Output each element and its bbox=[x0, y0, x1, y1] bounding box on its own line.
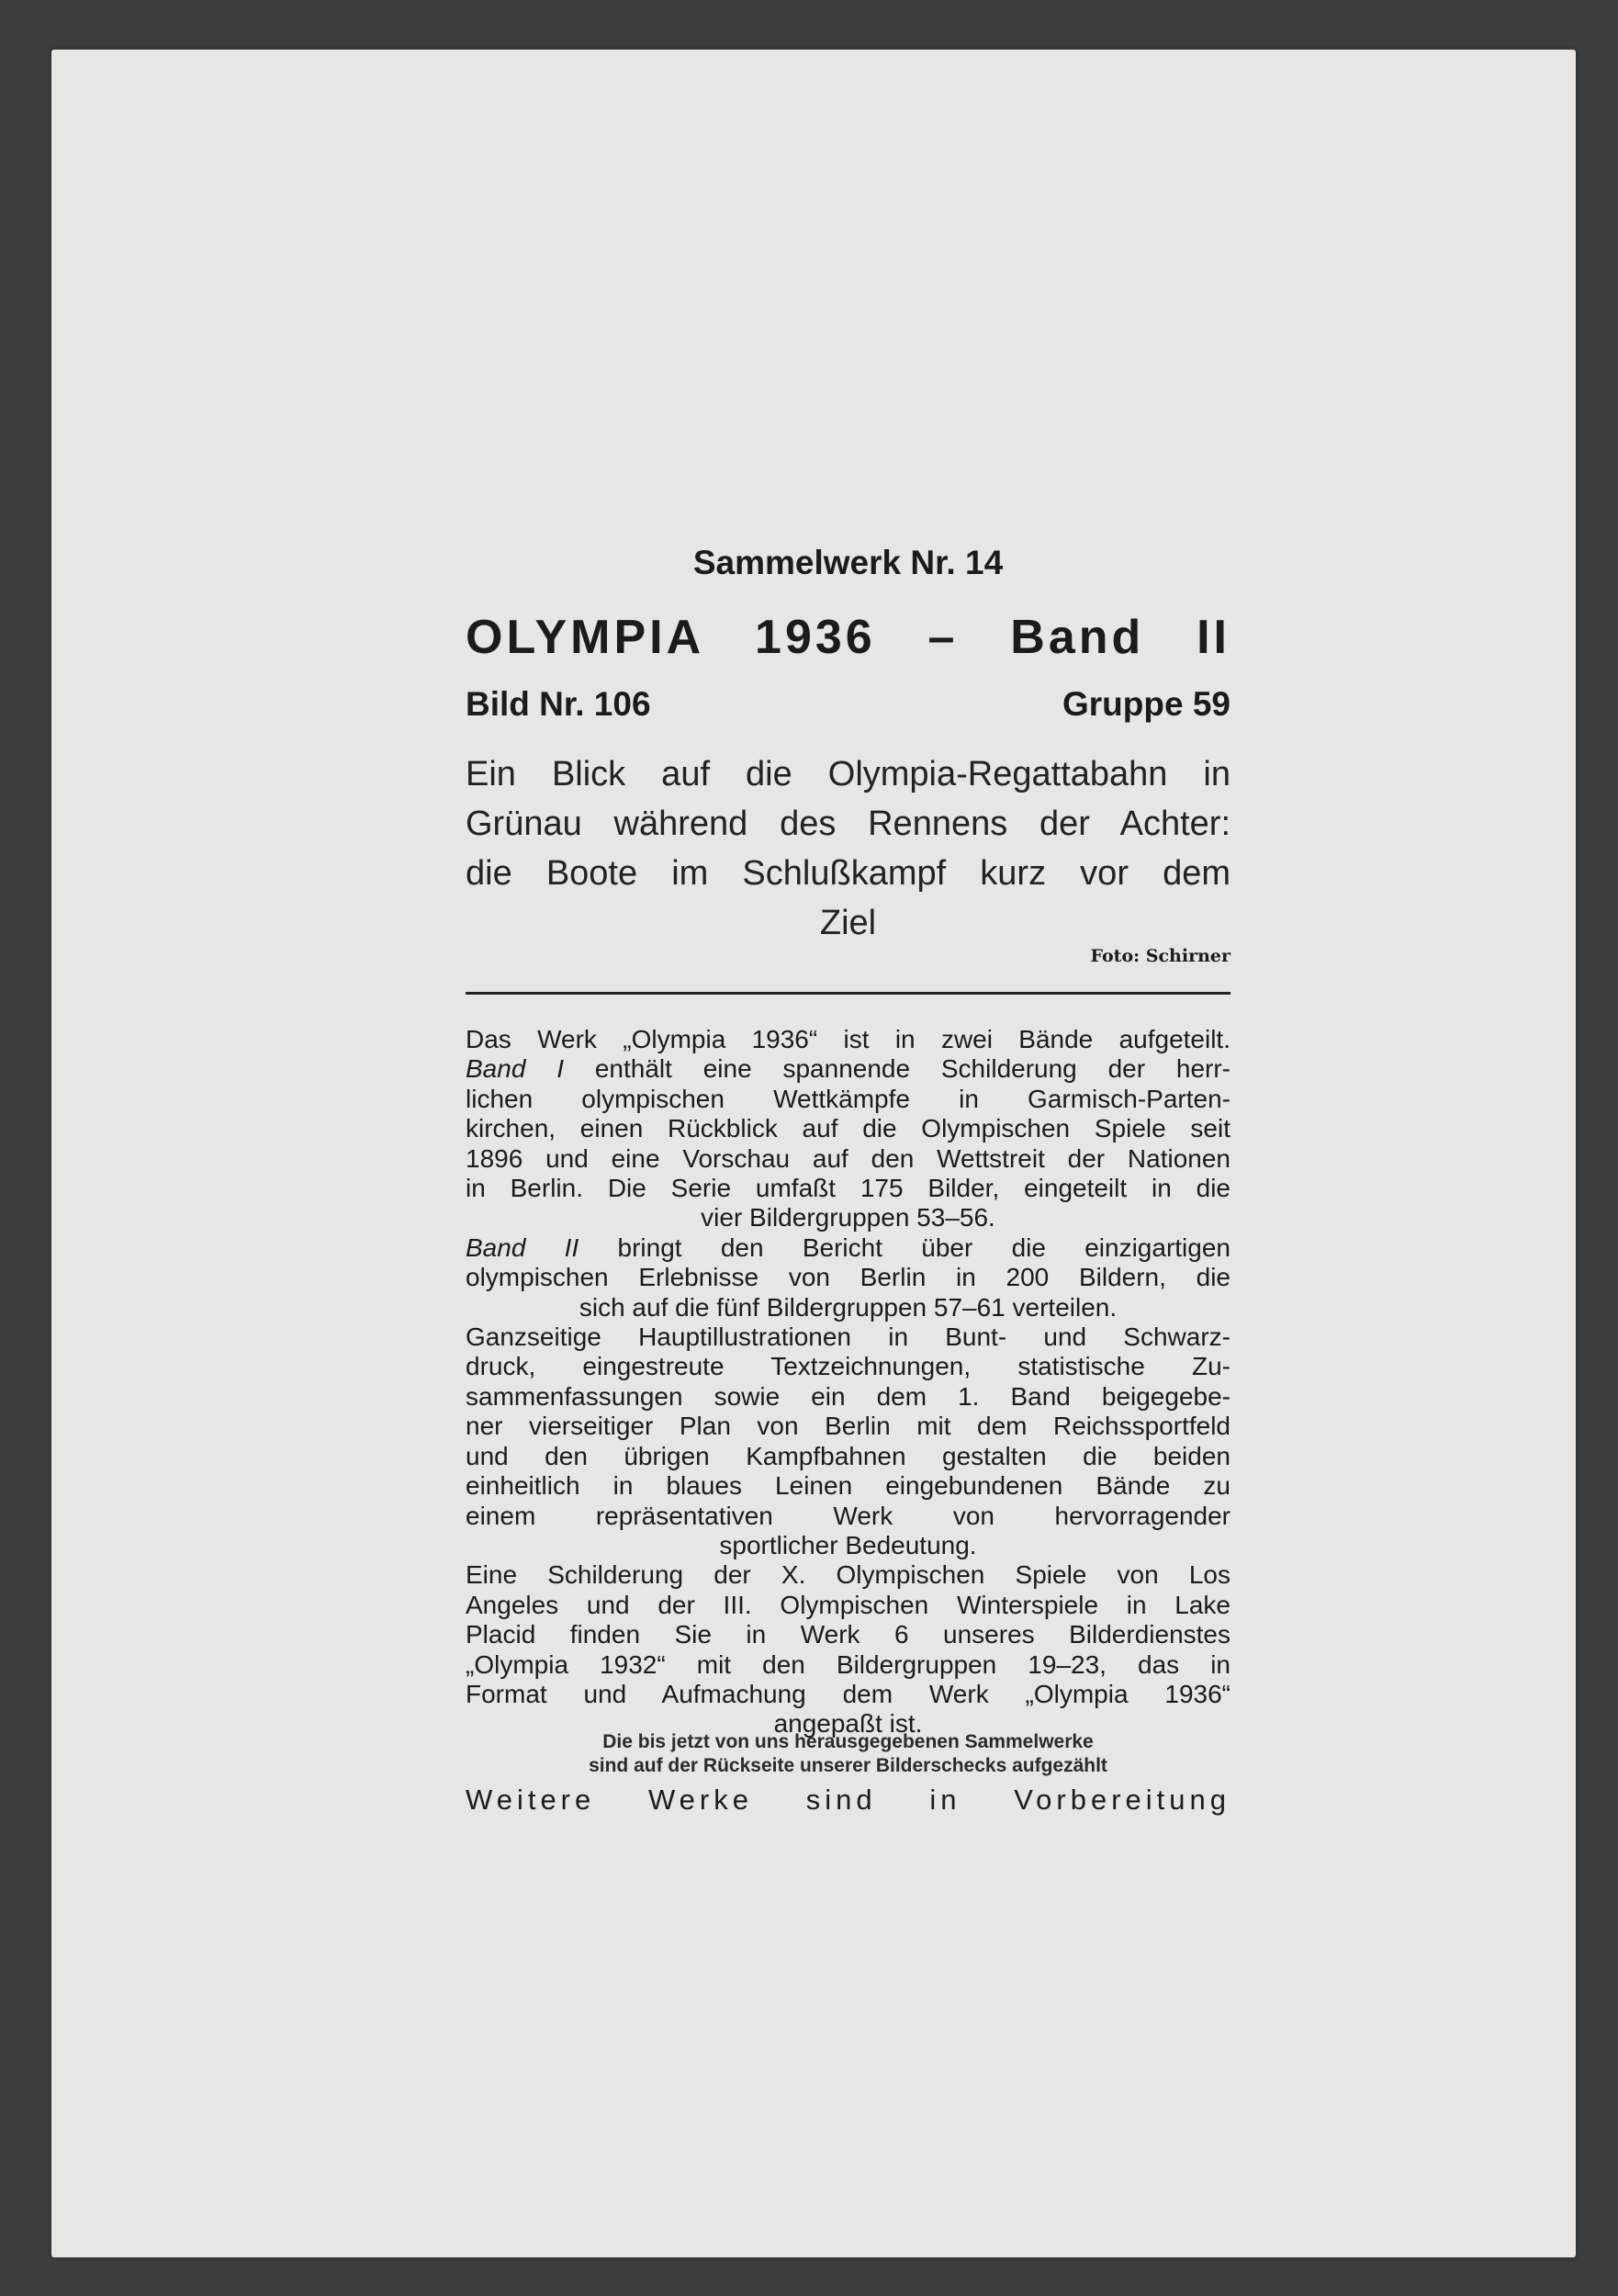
body-line bbox=[466, 1412, 1230, 1441]
body-line bbox=[466, 1382, 1230, 1412]
body-line-text: sportlicher Bedeutung. bbox=[719, 1530, 977, 1559]
divider bbox=[466, 992, 1230, 995]
picture-description bbox=[466, 749, 1230, 948]
card-title: OLYMPIA 1936 – Band II bbox=[466, 611, 1230, 664]
photo-credit: Foto: Schirner bbox=[1090, 946, 1230, 966]
body-line bbox=[466, 1203, 1230, 1232]
body-line-text: olympischen Erlebnisse von Berlin in 200 Bildern, die bbox=[466, 1263, 1230, 1292]
note bbox=[466, 1730, 1230, 1778]
body-line-text: druck, eingestreute Textzeichnungen, statistische Zu- bbox=[466, 1352, 1230, 1381]
group-number: Gruppe 59 bbox=[1062, 685, 1230, 723]
description-line: Ein Blick auf die Olympia-Regattabahn in bbox=[466, 755, 1230, 793]
footer-text: Weitere Werke sind in Vorbereitung bbox=[466, 1784, 1230, 1816]
picture-number: Bild Nr. 106 bbox=[466, 685, 651, 723]
series-label: Sammelwerk Nr. 14 bbox=[692, 544, 1004, 581]
body-line bbox=[466, 1560, 1230, 1590]
body-line-text: Format und Aufmachung dem Werk „Olympia 1936“ bbox=[466, 1679, 1230, 1708]
body-line bbox=[466, 1263, 1230, 1292]
body-line bbox=[466, 1233, 1230, 1263]
body-line bbox=[466, 1531, 1230, 1560]
body-line bbox=[466, 1502, 1230, 1531]
body-line bbox=[466, 1322, 1230, 1352]
note-line: Die bis jetzt von uns herausgegebenen Sammelwerke bbox=[602, 1731, 1094, 1752]
body-line-text: vier Bildergruppen 53–56. bbox=[701, 1203, 995, 1232]
card-meta bbox=[466, 685, 1230, 724]
description-line: Ziel bbox=[819, 904, 877, 942]
body-line-text: bringt den Bericht über die einzigartigen bbox=[579, 1232, 1230, 1262]
body-text bbox=[466, 1025, 1230, 1739]
body-line bbox=[466, 1025, 1230, 1054]
body-line-text: Ganzseitige Hauptillustrationen in Bunt- und Schwarz- bbox=[466, 1322, 1230, 1352]
body-line bbox=[466, 1650, 1230, 1680]
body-line-text: Eine Schilderung der X. Olympischen Spiele von Los bbox=[466, 1560, 1230, 1590]
body-line-text: und den übrigen Kampfbahnen gestalten die beiden bbox=[466, 1441, 1230, 1470]
body-line bbox=[466, 1293, 1230, 1322]
body-line bbox=[466, 1591, 1230, 1620]
body-line-text: Das Werk „Olympia 1936“ ist in zwei Bände aufgeteilt. bbox=[466, 1025, 1230, 1053]
body-line-italic: Band I bbox=[466, 1054, 564, 1084]
collector-card-back bbox=[51, 50, 1576, 2257]
body-line bbox=[466, 1442, 1230, 1471]
description-line: Grünau während des Rennens der Achter: bbox=[466, 805, 1230, 843]
body-line-text: Angeles und der III. Olympischen Winterspiele in Lake bbox=[466, 1590, 1230, 1619]
body-line bbox=[466, 1114, 1230, 1143]
body-line-text: sich auf die fünf Bildergruppen 57–61 verteilen. bbox=[579, 1292, 1118, 1322]
body-line bbox=[466, 1620, 1230, 1649]
body-line-text: Placid finden Sie in Werk 6 unseres Bilderdienstes bbox=[466, 1620, 1230, 1649]
body-line bbox=[466, 1054, 1230, 1084]
body-line bbox=[466, 1471, 1230, 1501]
body-line-text: angepaßt ist. bbox=[773, 1709, 923, 1739]
body-line-italic: Band II bbox=[466, 1232, 579, 1262]
body-line-text: enthält eine spannende Schilderung der herr- bbox=[564, 1054, 1230, 1084]
body-line-text: einem repräsentativen Werk von hervorragender bbox=[466, 1501, 1230, 1530]
body-line-text: lichen olympischen Wettkämpfe in Garmisch-Parten- bbox=[466, 1084, 1230, 1113]
body-line-text: ner vierseitiger Plan von Berlin mit dem Reichssportfeld bbox=[466, 1412, 1230, 1441]
description-line: die Boote im Schlußkampf kurz vor dem bbox=[466, 854, 1230, 893]
body-line-text: 1896 und eine Vorschau auf den Wettstreit der Nationen bbox=[466, 1143, 1230, 1173]
body-line-text: „Olympia 1932“ mit den Bildergruppen 19–23, das in bbox=[466, 1649, 1230, 1679]
body-line bbox=[466, 1352, 1230, 1381]
body-line-text: in Berlin. Die Serie umfaßt 175 Bilder, eingeteilt in die bbox=[466, 1174, 1230, 1203]
body-line bbox=[466, 1085, 1230, 1114]
note-line: sind auf der Rückseite unserer Bilderschecks aufgezählt bbox=[589, 1755, 1107, 1776]
body-line bbox=[466, 1680, 1230, 1709]
body-line-text: einheitlich in blaues Leinen eingebundenen Bände zu bbox=[466, 1471, 1230, 1501]
body-line bbox=[466, 1144, 1230, 1174]
body-line-text: sammenfassungen sowie ein dem 1. Band beigegebe- bbox=[466, 1381, 1230, 1411]
body-line bbox=[466, 1174, 1230, 1203]
body-line-text: kirchen, einen Rückblick auf die Olympischen Spiele seit bbox=[466, 1114, 1230, 1143]
